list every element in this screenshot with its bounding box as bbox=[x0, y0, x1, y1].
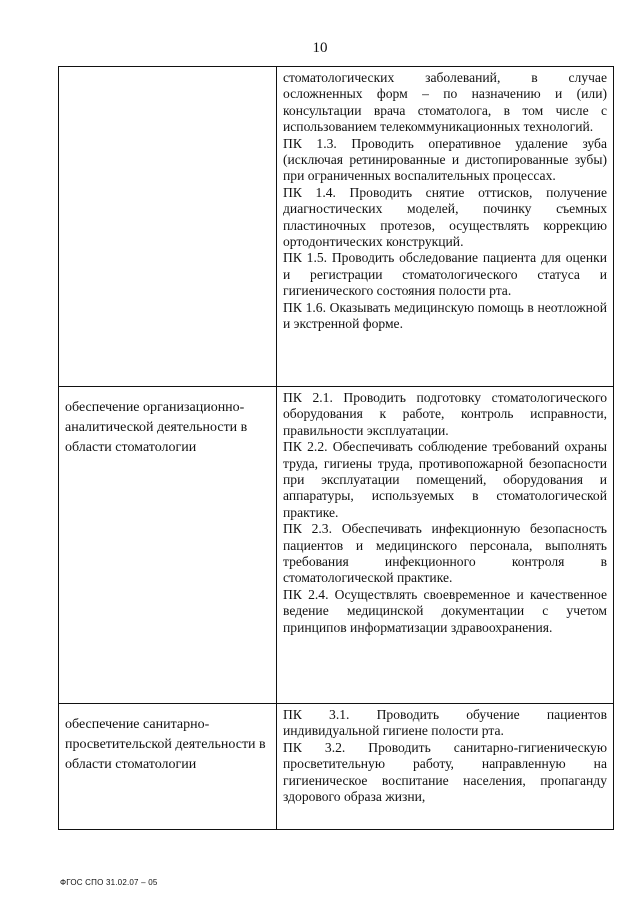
competency-paragraph: ПК 2.1. Проводить подготовку стоматологического оборудования к работе, контроль исправности, правильности эксплуатации. bbox=[283, 390, 607, 438]
activity-cell bbox=[59, 67, 277, 387]
competency-paragraph: ПК 1.5. Проводить обследование пациента для оценки и регистрации стоматологического статуса и гигиенического состояния полости рта. bbox=[283, 250, 607, 299]
competency-paragraph: ПК 2.2. Обеспечивать соблюдение требований охраны труда, гигиены труда, противопожарной безопасности при эксплуатации помещений, оборудования и аппаратуры, используемых в стоматологической практике. bbox=[283, 439, 607, 520]
activity-cell: обеспечение организационно-аналитической деятельности в области стоматологии bbox=[59, 387, 277, 704]
competency-paragraph: ПК 1.6. Оказывать медицинскую помощь в неотложной и экстренной форме. bbox=[283, 299, 607, 332]
page-number: 10 bbox=[312, 40, 328, 56]
competency-cell bbox=[277, 67, 614, 387]
competency-paragraph: ПК 1.4. Проводить снятие оттисков, получение диагностических моделей, починку съемных пластиночных протезов, осуществлять коррекцию ортодонтических конструкций. bbox=[283, 184, 607, 250]
competency-paragraph: ПК 1.3. Проводить оперативное удаление зуба (исключая ретинированные и дистопированные зубы) при ограниченных воспалительных процессах. bbox=[283, 135, 607, 184]
competency-cell bbox=[277, 704, 614, 830]
competencies-table bbox=[58, 66, 614, 830]
competency-paragraph: ПК 3.1. Проводить обучение пациентов индивидуальной гигиене полости рта. bbox=[283, 707, 607, 739]
footer-code: ФГОС СПО 31.02.07 – 05 bbox=[60, 878, 158, 887]
table-row bbox=[59, 387, 614, 704]
table-row bbox=[59, 67, 614, 387]
competency-paragraph: ПК 2.4. Осуществлять своевременное и качественное ведение медицинской документации с учетом принципов информатизации здравоохранения. bbox=[283, 586, 607, 635]
table-row bbox=[59, 704, 614, 830]
competency-paragraph: стоматологических заболеваний, в случае осложненных форм – по назначению и (или) консультации врача стоматолога, в том числе с использованием телекоммуникационных технологий. bbox=[283, 70, 607, 135]
competency-paragraph: ПК 3.2. Проводить санитарно-гигиеническую просветительную работу, направленную на гигиеническое воспитание населения, пропаганду здорового образа жизни, bbox=[283, 739, 607, 805]
competency-paragraph: ПК 2.3. Обеспечивать инфекционную безопасность пациентов и медицинского персонала, выполнять требования инфекционного контроля в стоматологической практике. bbox=[283, 521, 607, 586]
activity-cell: обеспечение санитарно-просветительской деятельности в области стоматологии bbox=[59, 704, 277, 830]
competency-cell bbox=[277, 387, 614, 704]
